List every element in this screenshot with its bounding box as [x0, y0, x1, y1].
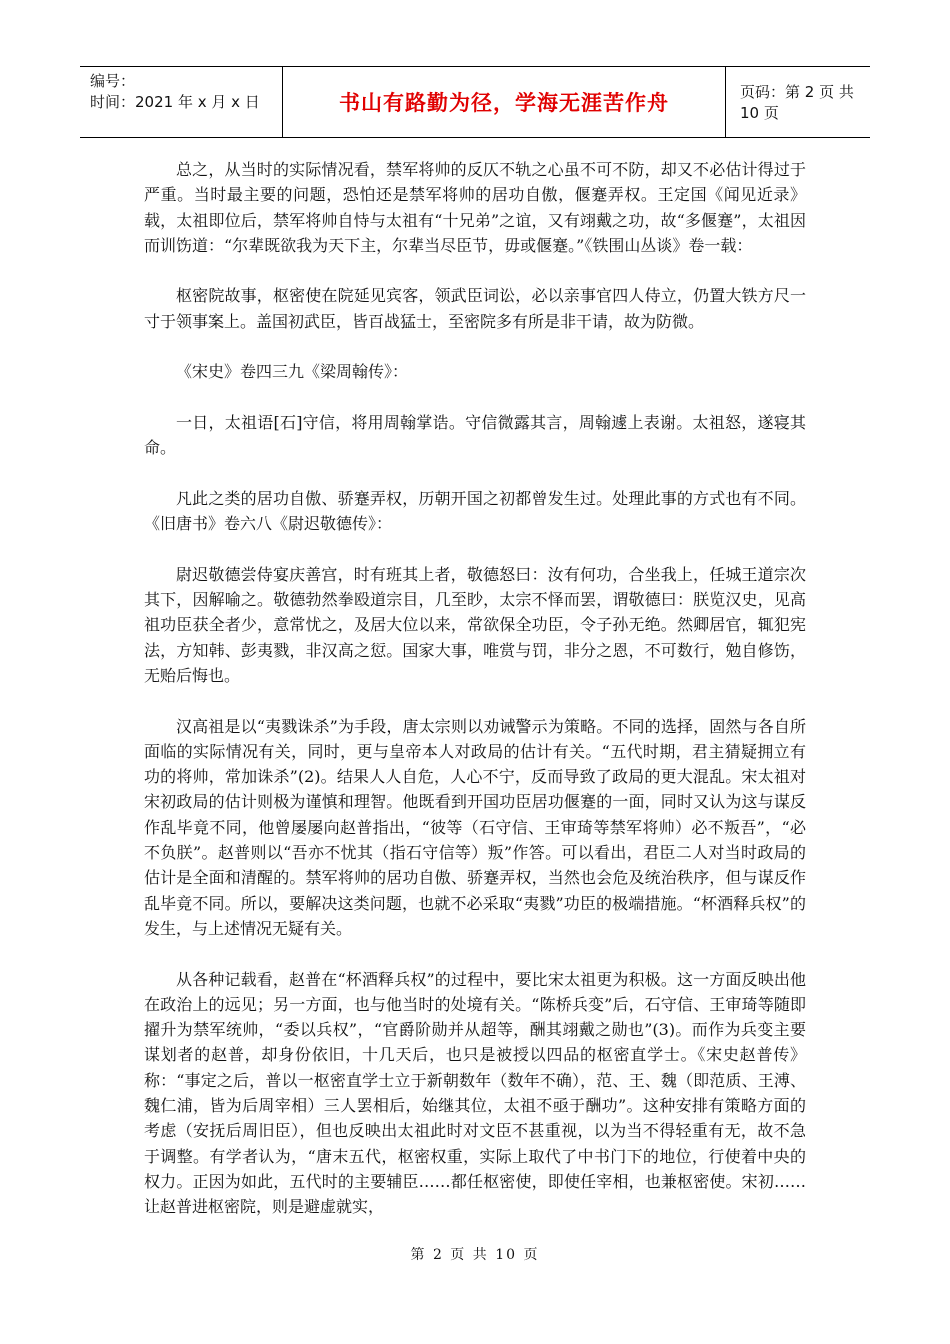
document-date-label: 时间：2021 年 x 月 x 日	[90, 93, 260, 111]
page-header	[80, 66, 870, 138]
header-motto: 书山有路勤为径，学海无涯苦作舟	[283, 67, 726, 137]
body-paragraph: 从各种记载看，赵普在“杯酒释兵权”的过程中，要比宋太祖更为积极。这一方面反映出他在政治上的远见；另一方面，也与他当时的处境有关。“陈桥兵变”后，石守信、王审琦等随即擢升为禁军统帅，“委以兵权”，“官爵阶勋并从超等，酬其翊戴之勋也”(3)。而作为兵变主要谋划者的赵普，却身份依旧，十几天后，也只是被授以四品的枢密直学士。《宋史赵普传》称：“事定之后，普以一枢密直学士立于新朝数年（数年不确），范、王、魏（即范质、王溥、魏仁浦，皆为后周宰相）三人罢相后，始继其位，太祖不亟于酬功”。这种安排有策略方面的考虑（安抚后周旧臣），但也反映出太祖此时对文臣不甚重视，以为当不得轻重有无，故不急于调整。有学者认为，“唐末五代，枢密权重，实际上取代了中书门下的地位，行使着中央的权力。正因为如此，五代时的主要辅臣……都任枢密使，即使任宰相，也兼枢密使。宋初……让赵普进枢密院，则是避虚就实，	[144, 969, 806, 1217]
body-paragraph: 汉高祖是以“夷戮诛杀”为手段，唐太宗则以劝诫警示为策略。不同的选择，固然与各自所面临的实际情况有关，同时，更与皇帝本人对政局的估计有关。“五代时期，君主猜疑拥立有功的将帅，常加诛杀”(2)。结果人人自危，人心不宁，反而导致了政局的更大混乱。宋太祖对宋初政局的估计则极为谨慎和理智。他既看到开国功臣居功偃蹇的一面，同时又认为这与谋反作乱毕竟不同，他曾屡屡向赵普指出，“彼等（石守信、王审琦等禁军将帅）必不叛吾”，“必不负朕”。赵普则以“吾亦不忧其（指石守信等）叛”作答。可以看出，君臣二人对当时政局的估计是全面和清醒的。禁军将帅的居功自傲、骄蹇弄权，当然也会危及统治秩序，但与谋反作乱毕竟不同。所以，要解决这类问题，也就不必采取“夷戮”功臣的极端措施。“杯酒释兵权”的发生，与上述情况无疑有关。	[144, 716, 806, 938]
header-meta	[80, 67, 283, 137]
quoted-paragraph: 尉迟敬德尝侍宴庆善宫，时有班其上者，敬德怒曰：汝有何功，合坐我上，任城王道宗次其下，因解喻之。敬德勃然拳殴道宗目，几至眇，太宗不怿而罢，谓敬德曰：朕览汉史，见高祖功臣获全者少，意常忧之，及居大位以来，常欲保全功臣，令子孙无绝。然卿居官，辄犯宪法，方知韩、彭夷戮，非汉高之愆。国家大事，唯赏与罚，非分之恩，不可数行，勉自修饬，无贻后悔也。	[144, 564, 806, 685]
header-page-number: 页码：第 2 页 共 10 页	[740, 83, 854, 122]
body-paragraph: 总之，从当时的实际情况看，禁军将帅的反仄不轨之心虽不可不防，却又不必估计得过于严重。当时最主要的问题，恐怕还是禁军将帅的居功自傲，偃蹇弄权。王定国《闻见近录》载，太祖即位后，禁军将帅自恃与太祖有“十兄弟”之谊，又有翊戴之功，故“多偃蹇”，太祖因而训饬道：“尔辈既欲我为天下主，尔辈当尽臣节，毋或偃蹇。”《铁围山丛谈》卷一载：	[144, 160, 806, 255]
body-paragraph: 《宋史》卷四三九《梁周翰传》：	[176, 362, 409, 382]
page-footer: 第 2 页 共 10 页	[410, 1247, 540, 1263]
body-paragraph: 凡此之类的居功自傲、骄蹇弄权，历朝开国之初都曾发生过。处理此事的方式也有不同。《旧唐书》卷六八《尉迟敬德传》：	[144, 488, 806, 534]
document-number-label: 编号：	[90, 72, 136, 90]
quoted-paragraph: 一日，太祖语[石]守信，将用周翰掌诰。守信微露其言，周翰遽上表谢。太祖怒，遂寝其命。	[144, 412, 806, 458]
quoted-paragraph: 枢密院故事，枢密使在院延见宾客，领武臣词讼，必以亲事官四人侍立，仍置大铁方尺一寸于领事案上。盖国初武臣，皆百战猛士，至密院多有所是非干请，故为防微。	[144, 286, 806, 331]
document-body	[144, 157, 806, 1245]
